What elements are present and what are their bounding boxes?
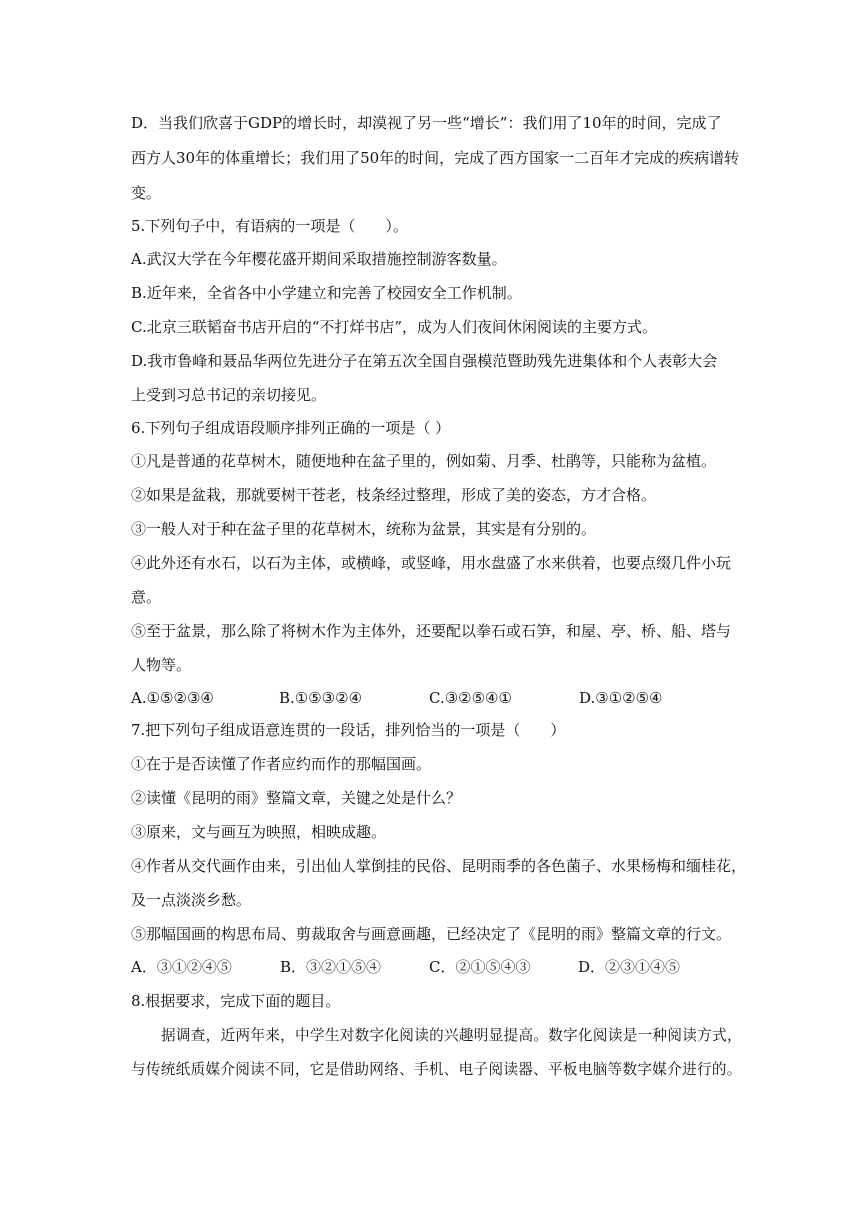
q7-stem: 7.把下列句子组成语意连贯的一段话，排列恰当的一项是（ ） xyxy=(131,721,566,739)
q7-option-b: B．③②①⑤④ xyxy=(280,958,382,976)
q4-option-d-line-1: D．当我们欣喜于GDP的增长时，却漠视了另一些“增长”：我们用了10年的时间，完成了 xyxy=(131,114,722,132)
q6-sentence-2: ②如果是盆栽，那就要树干苍老，枝条经过整理，形成了美的姿态，方才合格。 xyxy=(131,486,657,504)
q5-stem: 5.下列句子中，有语病的一项是（ ）。 xyxy=(131,217,408,235)
q7-sentence-4-line-2: 及一点淡淡乡愁。 xyxy=(131,891,252,909)
q7-option-a: A．③①②④⑤ xyxy=(131,958,232,976)
q8-passage-line-2: 与传统纸质媒介阅读不同，它是借助网络、手机、电子阅读器、平板电脑等数字媒介进行的。 xyxy=(131,1061,742,1078)
q4-option-d-line-3: 变。 xyxy=(131,184,162,202)
q6-option-b: B.①⑤③②④ xyxy=(279,689,363,707)
q7-sentence-2: ②读懂《昆明的雨》整篇文章，关键之处是什么？ xyxy=(131,789,462,807)
q7-option-d: D．②③①④⑤ xyxy=(578,958,681,976)
q6-sentence-3: ③一般人对于种在盆子里的花草树木，统称为盆景，其实是有分别的。 xyxy=(131,520,597,538)
q5-option-c: C.北京三联韬奋书店开启的“不打烊书店”，成为人们夜间休闲阅读的主要方式。 xyxy=(131,318,658,336)
q6-sentence-4-line-1: ④此外还有水石，以石为主体，或横峰，或竖峰，用水盘盛了水来供着，也要点缀几件小玩 xyxy=(131,554,732,572)
q7-sentence-3: ③原来，文与画互为映照，相映成趣。 xyxy=(131,823,387,841)
q5-option-b: B.近年来，全省各中小学建立和完善了校园安全工作机制。 xyxy=(131,284,522,302)
q6-option-c: C.③②⑤④① xyxy=(429,689,512,707)
q7-sentence-4-line-1: ④作者从交代画作由来，引出仙人掌倒挂的民俗、昆明雨季的各色菌子、水果杨梅和缅桂花， xyxy=(131,857,747,875)
q7-option-c: C．②①⑤④③ xyxy=(429,958,531,976)
q6-stem: 6.下列句子组成语段顺序排列正确的一项是（ ） xyxy=(131,419,451,437)
q4-option-d-line-2: 西方人30年的体重增长；我们用了50年的时间，完成了西方国家一二百年才完成的疾病谱转 xyxy=(131,149,740,167)
q6-sentence-1: ①凡是普通的花草树木，随便地种在盆子里的，例如菊、月季、杜鹃等，只能称为盆植。 xyxy=(131,452,717,470)
q5-option-d-line-1: D.我市鲁峰和聂品华两位先进分子在第五次全国自强模范暨助残先进集体和个人表彰大会 xyxy=(131,352,718,370)
q6-sentence-4-line-2: 意。 xyxy=(131,588,162,606)
q6-option-a: A.①⑤②③④ xyxy=(131,689,214,707)
q6-sentence-5-line-1: ⑤至于盆景，那么除了将树木作为主体外，还要配以拳石或石笋，和屋、亭、桥、船、塔与 xyxy=(131,622,732,640)
q8-stem: 8.根据要求，完成下面的题目。 xyxy=(131,992,341,1010)
q6-sentence-5-line-2: 人物等。 xyxy=(131,656,192,674)
q8-passage-line-1: 据调查，近两年来，中学生对数字化阅读的兴趣明显提高。数字化阅读是一种阅读方式， xyxy=(161,1027,742,1044)
q5-option-a: A.武汉大学在今年樱花盛开期间采取措施控制游客数量。 xyxy=(131,250,507,268)
q5-option-d-line-2: 上受到习总书记的亲切接见。 xyxy=(131,386,327,404)
q7-sentence-1: ①在于是否读懂了作者应约而作的那幅国画。 xyxy=(131,755,432,773)
q6-option-d: D.③①②⑤④ xyxy=(579,689,663,707)
q7-sentence-5: ⑤那幅国画的构思布局、剪裁取舍与画意画趣，已经决定了《昆明的雨》整篇文章的行文。 xyxy=(131,925,732,943)
